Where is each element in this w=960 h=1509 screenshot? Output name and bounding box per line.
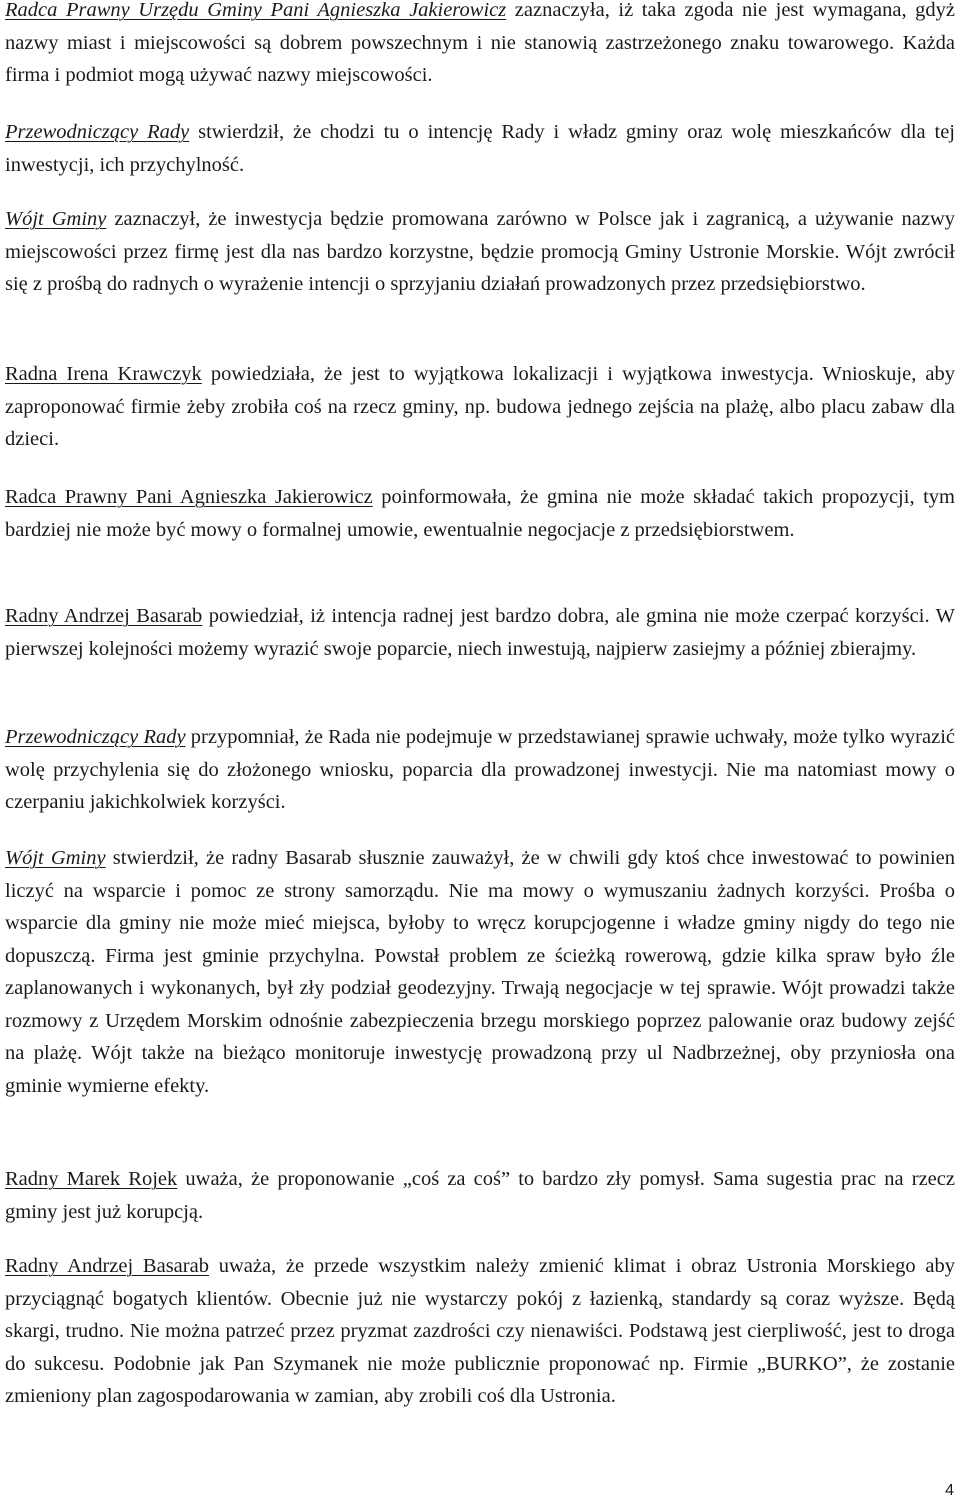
speaker-name: Wójt Gminy (5, 847, 106, 869)
paragraph-legal-counsel-statement-2 (5, 481, 955, 546)
paragraph-councillor-krawczyk-statement (5, 358, 955, 456)
paragraph-legal-counsel-statement-1 (5, 0, 955, 92)
speaker-name: Radca Prawny Urzędu Gminy Pani Agnieszka Jakierowicz (5, 0, 507, 21)
speaker-name: Radna Irena Krawczyk (5, 363, 202, 385)
paragraph-text: stwierdził, że chodzi tu o intencję Rady i władz gminy oraz wolę mieszkańców dla tej inwestycji, ich przychylność. (5, 121, 955, 176)
paragraph-text: powiedział, iż intencja radnej jest bardzo dobra, ale gmina nie może czerpać korzyści. W pierwszej kolejności możemy wyrazić swoje poparcie, niech inwestują, najpierw zasiejmy a później zbierajmy. (5, 605, 955, 660)
paragraph-text: przypomniał, że Rada nie podejmuje w przedstawianej sprawie uchwały, może tylko wyrazić wolę przychylenia się do złożonego wniosku, poparcia dla prowadzonej inwestycji. Nie ma natomiast mowy o czerpaniu jakichkolwiek korzyści. (5, 726, 955, 813)
speaker-name: Radny Marek Rojek (5, 1168, 178, 1190)
paragraph-councillor-basarab-statement-1 (5, 600, 955, 665)
paragraph-council-chairman-statement-1 (5, 116, 955, 181)
page-number: 4 (945, 1482, 954, 1499)
paragraph-text: stwierdził, że radny Basarab słusznie zauważył, że w chwili gdy ktoś chce inwestować to powinien liczyć na wsparcie i pomoc ze strony samorządu. Nie ma mowy o wymuszaniu żadnych korzyści. Prośba o wsparcie dla gminy nie może mieć miejsca, byłoby to wręcz korupcjogenne i władze gminy nigdy do tego nie dopuszczą. Firma jest gminie przychylna. Powstał problem ze ścieżką rowerową, gdzie kilka spraw było źle zaplanowanych i wykonanych, był zły podział geodezyjny. Trwają negocjacje w tej sprawie. Wójt prowadzi także rozmowy z Urzędem Morskim odnośnie zabezpieczenia brzegu morskiego poprzez palowanie oraz budowy zejść na plażę. Wójt także na bieżąco monitoruje inwestycję prowadzoną przy ul Nadbrzeżnej, oby przyniosła ona gminie wymierne efekty. (5, 847, 955, 1097)
speaker-name: Radny Andrzej Basarab (5, 1255, 209, 1277)
paragraph-councillor-rojek-statement (5, 1163, 955, 1228)
paragraph-text: poinformowała, że gmina nie może składać takich propozycji, tym bardziej nie może być mowy o formalnej umowie, ewentualnie negocjacje z przedsiębiorstwem. (5, 486, 955, 541)
paragraph-text: powiedziała, że jest to wyjątkowa lokalizacji i wyjątkowa inwestycja. Wnioskuje, aby zaproponować firmie żeby zrobiła coś na rzecz gminy, np. budowa jednego zejścia na plażę, albo placu zabaw dla dzieci. (5, 363, 955, 450)
speaker-name: Wójt Gminy (5, 208, 107, 230)
paragraph-text: uważa, że proponowanie „coś za coś” to bardzo zły pomysł. Sama sugestia prac na rzecz gminy jest już korupcją. (5, 1168, 955, 1223)
paragraph-mayor-statement-1 (5, 203, 955, 301)
speaker-name: Przewodniczący Rady (5, 726, 186, 748)
paragraph-text: uważa, że przede wszystkim należy zmienić klimat i obraz Ustronia Morskiego aby przyciągnąć bogatych klientów. Obecnie już nie wystarczy pokój z łazienką, standardy są coraz wyższe. Będą skargi, trudno. Nie można patrzeć przez pryzmat zazdrości czy nienawiści. Podstawą jest cierpliwość, jest to droga do sukcesu. Podobnie jak Pan Szymanek nie może publicznie proponować np. Firmie „BURKO”, że zostanie zmieniony plan zagospodarowania w zamian, aby zrobili coś dla Ustronia. (5, 1255, 955, 1407)
speaker-name: Radny Andrzej Basarab (5, 605, 203, 627)
paragraph-council-chairman-statement-2 (5, 721, 955, 819)
paragraph-mayor-statement-2 (5, 842, 955, 1102)
paragraph-councillor-basarab-statement-2 (5, 1250, 955, 1413)
speaker-name: Radca Prawny Pani Agnieszka Jakierowicz (5, 486, 373, 508)
speaker-name: Przewodniczący Rady (5, 121, 190, 143)
paragraph-text: zaznaczył, że inwestycja będzie promowana zarówno w Polsce jak i zagranicą, a używanie nazwy miejscowości przez firmę jest dla nas bardzo korzystne, będzie promocją Gminy Ustronie Morskie. Wójt zwrócił się z prośbą do radnych o wyrażenie intencji o sprzyjaniu działań prowadzonych przez przedsiębiorstwo. (5, 208, 956, 295)
paragraph-text: zaznaczyła, iż taka zgoda nie jest wymagana, gdyż nazwy miast i miejscowości są dobrem powszechnym i nie stanowią zastrzeżonego znaku towarowego. Każda firma i podmiot mogą używać nazwy miejscowości. (5, 0, 956, 86)
